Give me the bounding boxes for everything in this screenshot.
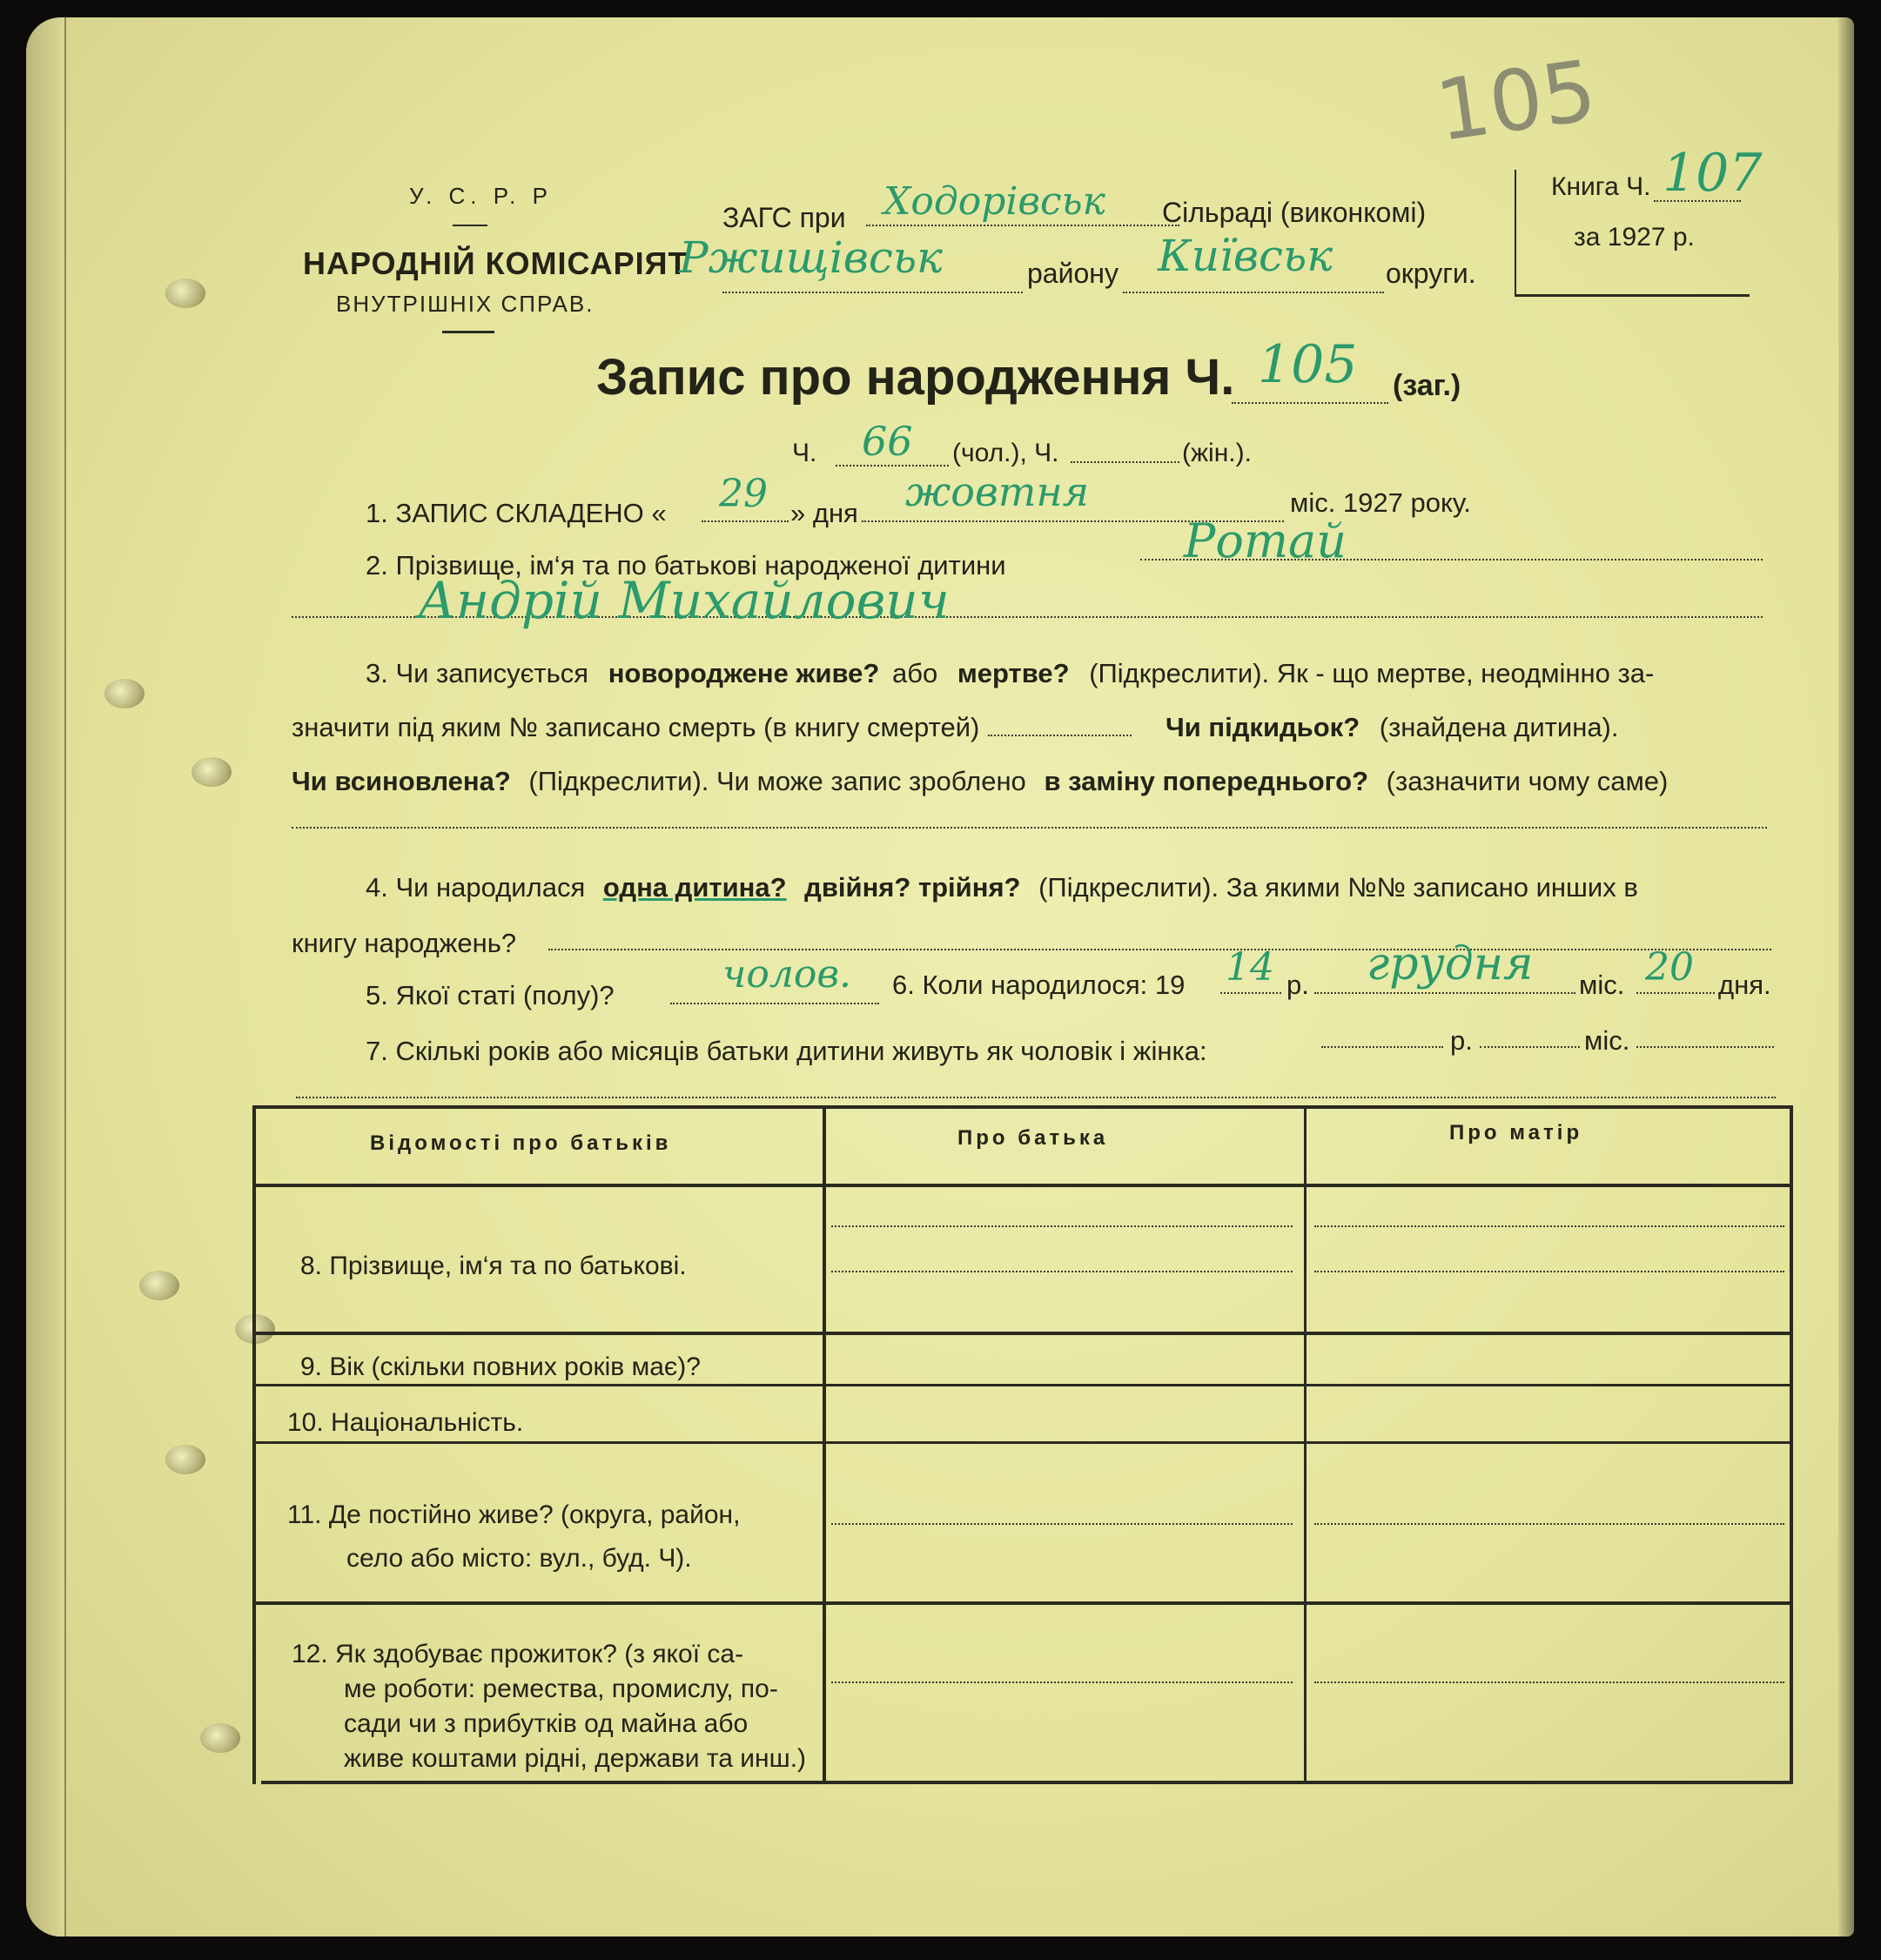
f6-month-suffix: міс. (1579, 970, 1625, 1000)
female-label: (жін.). (1182, 439, 1252, 467)
table-header-father: Про батька (957, 1126, 1109, 1150)
f3-line2-c: (знайдена дитина). (1379, 712, 1619, 742)
row-name-label: 8. Прізвище, ім‘я та по батькові. (300, 1252, 687, 1280)
f7-label: 7. Скількі років або місяців батьки дитини живуть як чоловік і жінка: (366, 1036, 1207, 1066)
record-title-suffix: (заг.) (1393, 369, 1461, 402)
district-value: Ржищівськ (679, 232, 943, 283)
f5-field (670, 952, 879, 1004)
punch-hole (191, 757, 232, 787)
f4-line1-a: 4. Чи народилася (366, 872, 586, 903)
f3-line2 (292, 712, 1619, 743)
f3-line1 (366, 658, 1654, 689)
book-year: за 1927 р. (1574, 223, 1695, 252)
row-age-label: 9. Вік (скільки повних років має)? (300, 1353, 701, 1381)
male-number-value: 66 (862, 418, 913, 465)
f3-line3-a: Чи всиновлена? (292, 766, 511, 796)
f4-line1-d: (Підкреслити). За якими №№ записано инших в (1038, 872, 1638, 903)
book-label: Книга Ч. (1551, 172, 1651, 201)
f3-line3-d: (зазначити чому саме) (1386, 766, 1669, 796)
divider (442, 331, 494, 333)
f6-month-field (1314, 938, 1575, 994)
row-residence-line: 11. Де постійно живе? (округа, район, (287, 1500, 741, 1529)
record-number-value: 105 (1258, 334, 1358, 395)
f6-day-suffix: дня. (1718, 970, 1771, 1000)
row-income-line: 12. Як здобуває прожиток? (з якої са- (292, 1640, 744, 1668)
male-prefix: Ч. (792, 439, 817, 467)
f6-year-field (1220, 945, 1281, 994)
zags-village-field (866, 179, 1184, 226)
book-box-border (1515, 294, 1750, 297)
commissariat-title: НАРОДНІЙ КОМІСАРІЯТ (303, 245, 689, 281)
f3-line2-b: Чи підкидьок? (1165, 712, 1360, 742)
f7-mis: міс. (1584, 1025, 1630, 1056)
page-right-edge (1838, 17, 1854, 1937)
f7-years-line (1321, 1046, 1443, 1048)
f3-line1-b: новороджене живе? (608, 658, 880, 688)
district-label: району (1027, 258, 1119, 289)
table-header-info: Відомості про батьків (370, 1131, 672, 1155)
f3-line1-c: або (891, 658, 938, 688)
f6-day-value: 20 (1645, 945, 1694, 990)
okruha-value: Київськ (1158, 231, 1333, 281)
f4-line2: книгу народжень? (292, 928, 517, 958)
book-box-border (1515, 170, 1516, 296)
punch-hole (165, 279, 205, 308)
f3-line1-d: мертве? (957, 658, 1070, 688)
f6-month-value: грудня (1367, 938, 1534, 990)
punch-hole (139, 1271, 179, 1300)
f3-line3 (292, 766, 1668, 797)
page-binding-edge (26, 17, 66, 1937)
punch-hole (165, 1445, 205, 1474)
f6-label: 6. Коли народилося: 19 (892, 970, 1186, 1000)
row-income-line: живе коштами рідні, держави та инш.) (344, 1744, 807, 1773)
f5-value: чолов. (722, 952, 851, 997)
f4-line1-b: одна дитина? (602, 872, 787, 903)
f1-label: 1. ЗАПИС СКЛАДЕНО « (366, 498, 667, 528)
f5-label: 5. Якої статі (полу)? (366, 980, 615, 1010)
f2-surname-value: Ротай (1184, 513, 1347, 568)
book-number-value: 107 (1663, 143, 1763, 204)
f4-line (548, 949, 1771, 950)
f6-year-suffix: р. (1286, 970, 1309, 1000)
f1-day-value: 29 (719, 472, 768, 516)
republic-label: У. С. Р. Р (409, 183, 553, 209)
f1-month-value: жовтня (905, 468, 1090, 515)
f6-year-value: 14 (1226, 945, 1274, 990)
record-number-field (1232, 334, 1388, 404)
f7-end-line (1636, 1046, 1774, 1048)
document-page (26, 17, 1854, 1937)
zags-village-value: Ходорівськ (883, 179, 1105, 224)
f6-day-field (1636, 945, 1715, 994)
f7-extra-line (296, 1097, 1776, 1098)
row-nationality-label: 10. Національність. (287, 1408, 524, 1437)
zags-prefix: ЗАГС при (722, 202, 846, 233)
f3-line3-c: в заміну попереднього? (1044, 766, 1369, 796)
f3-line3-b: (Підкреслити). Чи може запис зроблено (528, 766, 1026, 796)
record-title: Запис про народження Ч. (596, 349, 1235, 406)
table-header-mother: Про матір (1449, 1121, 1583, 1144)
f3-line1-e: (Підкреслити). Як - що мертве, неодмінно за- (1089, 658, 1655, 688)
punch-hole (104, 679, 144, 708)
row-income-line: ме роботи: ремества, промислу, по- (344, 1675, 778, 1703)
f7-r: р. (1450, 1025, 1473, 1056)
okruha-field (1123, 231, 1384, 293)
row-income-line: сади чи з прибутків од майна або (344, 1709, 749, 1738)
f7-months-line (1480, 1046, 1580, 1048)
zags-suffix: Сільраді (виконкомі) (1162, 197, 1427, 228)
f3-line2-a: значити під яким № записано смерть (в книгу смертей) (292, 712, 980, 742)
f3-reason-line (292, 827, 1767, 829)
book-number-field (1654, 143, 1763, 204)
f1-year: міс. 1927 року. (1290, 487, 1471, 518)
f2-label: 2. Прізвище, ім‘я та по батькові народженої дитини (366, 550, 1006, 581)
commissariat-subtitle: ВНУТРІШНІХ СПРАВ. (336, 291, 595, 317)
f1-day-suffix: » дня (790, 498, 858, 528)
f1-day-field (702, 472, 789, 522)
male-label: (чол.), Ч. (952, 439, 1059, 467)
punch-hole (200, 1723, 240, 1753)
row-residence-line: село або місто: вул., буд. Ч). (346, 1544, 692, 1573)
male-number-field (836, 418, 949, 467)
f4-line1 (366, 872, 1638, 903)
female-number-field (1071, 425, 1179, 463)
f4-line1-c: двійня? трійня? (804, 872, 1021, 903)
f2-name-value: Андрій Михайлович (418, 571, 950, 630)
divider (453, 225, 487, 226)
f3-line1-a: 3. Чи записується (366, 658, 589, 688)
district-field (679, 232, 1023, 293)
okruha-label: округи. (1386, 258, 1476, 289)
pencil-note: 105 (1430, 41, 1602, 161)
